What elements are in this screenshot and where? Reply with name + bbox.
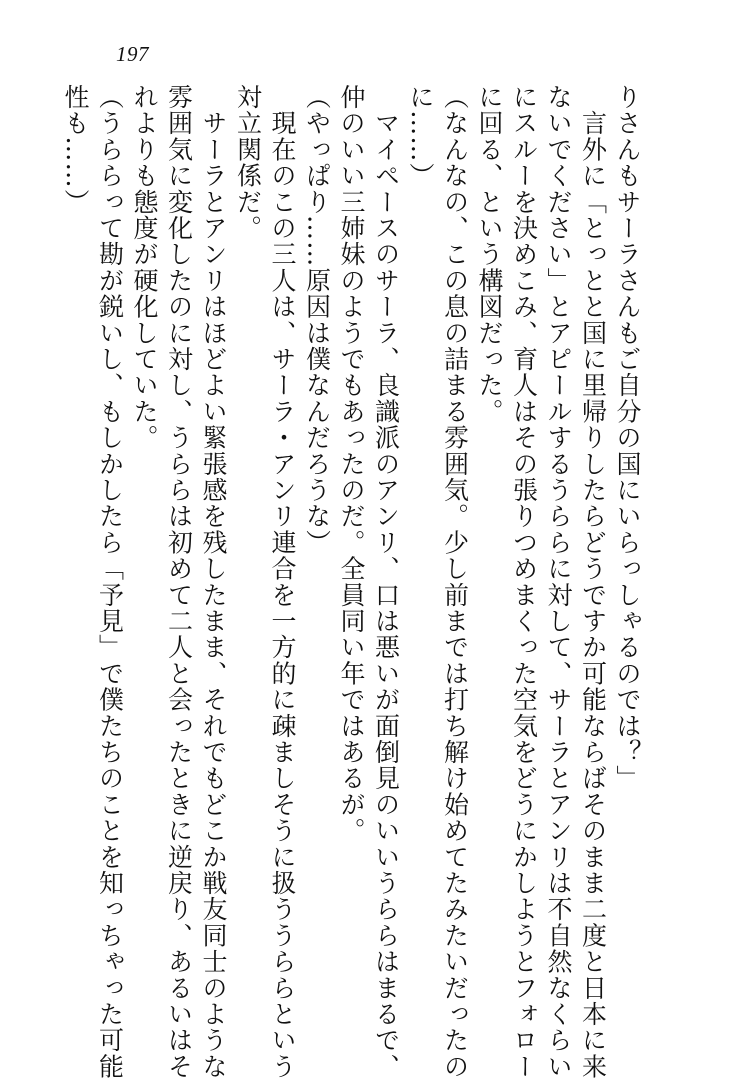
page-number: 197 xyxy=(116,42,149,66)
text-line: に……） xyxy=(406,84,435,189)
text-line: （うららって勘が鋭いし、もしかしたら「予見」で僕たちのことを知っちゃった可能 xyxy=(95,84,125,1080)
text-line: りさんもサーラさんもご自分の国にいらっしゃるのでは？」 xyxy=(613,84,642,792)
text-line: 対立関係だ。 xyxy=(233,84,263,242)
text-line: に回る、という構図だった。 xyxy=(475,84,504,425)
text-line: 性も……） xyxy=(61,84,90,215)
text-line: 仲のいい三姉妹のようでもあったのだ。全員同い年ではあるが。 xyxy=(337,84,366,844)
text-line: （やっぱり……原因は僕なんだろうな） xyxy=(302,84,332,556)
text-line: 雰囲気に変化したのに対し、うららは初めて二人と会ったときに逆戻り、あるいはそ xyxy=(164,84,194,1080)
body-text xyxy=(58,84,645,1080)
text-line: 現在のこの三人は、サーラ・アンリ連合を一方的に疎ましそうに扱ううららという xyxy=(268,84,297,1080)
text-line: サーラとアンリはほどよい緊張感を残したまま、それでもどこか戦友同士のような xyxy=(199,84,228,1080)
text-line: にスルーを決めこみ、育人はその張りつめまくった空気をどうにかしようとフォロー xyxy=(509,84,539,1080)
text-line: 言外に「とっとと国に里帰りしたらどうですか可能ならばそのまま二度と日本に来 xyxy=(578,84,608,1080)
text-line: れよりも態度が硬化していた。 xyxy=(130,84,159,451)
text-line: ないでください」とアピールするうららに対して、サーラとアンリは不自然なくらい xyxy=(544,84,573,1080)
text-line: マイペースのサーラ、良識派のアンリ、口は悪いが面倒見のいいうららはまるで、 xyxy=(371,84,401,1080)
text-line: （なんなの、この息の詰まる雰囲気。少し前までは打ち解け始めてたみたいだったの xyxy=(440,84,470,1080)
